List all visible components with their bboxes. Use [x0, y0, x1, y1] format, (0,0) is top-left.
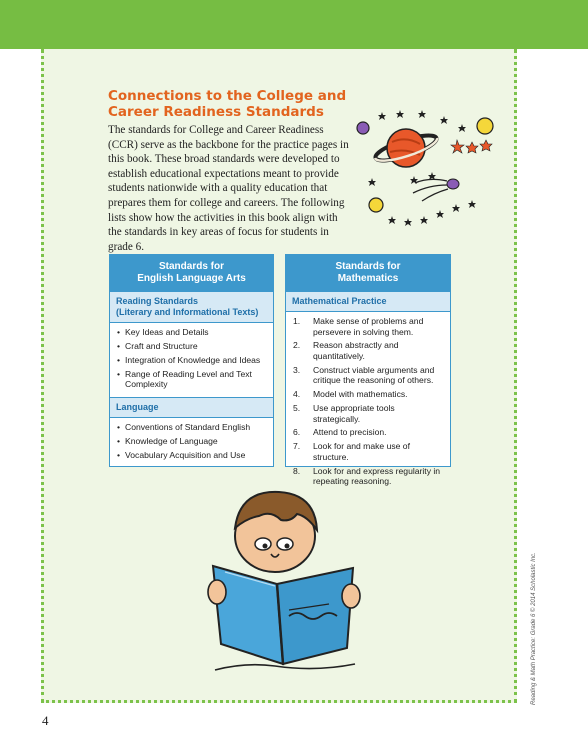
item-number: 3.	[293, 364, 301, 375]
mathematical-practice-list	[286, 312, 450, 494]
reading-standards-heading	[110, 291, 273, 323]
list-item	[293, 340, 444, 361]
page-title	[108, 88, 358, 120]
item-number: 2.	[293, 340, 301, 351]
list-item	[293, 403, 444, 424]
list-item	[293, 365, 444, 386]
planets-stars-illustration	[352, 106, 502, 236]
list-item: • Vocabulary Acquisition and Use	[117, 450, 267, 461]
list-item: • Conventions of Standard English	[117, 422, 267, 433]
page-number: 4	[42, 713, 49, 728]
intro-paragraph: The standards for College and Career Readiness (CCR) serve as the backbone for the practice pages in this book. These broad standards were developed to establish educational expectations meant to provide students nationwide with a quality education that prepares them for college and careers. The following lists show how the activities in this book align with the standards in key areas of focus for students in grade 6.	[108, 124, 349, 253]
math-header-line-1: Standards for	[335, 261, 401, 272]
item-text: Look for and make use of structure.	[313, 441, 410, 462]
open-book-icon	[213, 566, 353, 664]
mathematical-practice-heading	[286, 291, 450, 312]
item-text: Construct viable arguments and critique the reasoning of others.	[313, 364, 435, 386]
list-item: • Craft and Structure	[117, 341, 267, 352]
math-standards-box	[285, 254, 451, 487]
purple-moon-icon	[357, 122, 369, 134]
ringed-planet-icon	[373, 129, 439, 167]
reading-heading-line-1: Reading Standards	[116, 296, 199, 306]
list-item	[293, 427, 444, 438]
reading-standards-list	[110, 323, 273, 397]
list-item: • Key Ideas and Details	[117, 327, 267, 338]
list-item	[293, 389, 444, 400]
list-item: • Integration of Knowledge and Ideas	[117, 355, 267, 366]
ela-standards-box	[109, 254, 274, 467]
item-text: Reason abstractly and quantitatively.	[313, 340, 399, 361]
item-text: Model with mathematics.	[313, 389, 408, 400]
item-text: Look for and express regularity in repeating reasoning.	[313, 465, 441, 487]
boy-reading-book-illustration	[205, 488, 365, 678]
yellow-planet-icon	[477, 118, 493, 134]
ground-line	[215, 664, 355, 670]
item-number: 6.	[293, 427, 301, 438]
ela-header-line-1: Standards for	[158, 261, 224, 272]
math-header-line-2: Mathematics	[337, 273, 399, 284]
item-number: 7.	[293, 441, 301, 452]
practice-heading-text: Mathematical Practice	[292, 296, 387, 306]
list-item	[293, 316, 444, 337]
stars-icon	[368, 110, 492, 226]
list-item: • Range of Reading Level and Text Complexity	[117, 369, 267, 390]
copyright-credit: Reading & Math Practice: Grade 6 © 2014 Scholastic Inc.	[531, 552, 537, 705]
item-number: 5.	[293, 403, 301, 414]
list-item: • Knowledge of Language	[117, 436, 267, 447]
reading-heading-line-2: (Literary and Informational Texts)	[116, 307, 259, 317]
page-title-line-2: Career Readiness Standards	[108, 104, 324, 120]
math-box-header	[286, 255, 450, 291]
item-text: Use appropriate tools strategically.	[313, 403, 395, 424]
item-text: Attend to precision.	[313, 427, 387, 438]
list-item	[293, 441, 444, 462]
top-color-bar	[0, 0, 588, 49]
comet-icon	[413, 179, 459, 201]
ela-header-line-2: English Language Arts	[137, 273, 246, 284]
small-yellow-planet-icon	[369, 198, 383, 212]
language-heading-text: Language	[116, 402, 159, 413]
boy-head-icon	[235, 492, 317, 572]
item-text: Make sense of problems and persevere in solving them.	[313, 316, 424, 337]
ela-box-header	[110, 255, 273, 291]
language-heading	[110, 397, 273, 418]
language-standards-list	[110, 418, 273, 468]
list-item	[293, 466, 444, 487]
item-number: 4.	[293, 389, 301, 400]
item-number: 1.	[293, 316, 301, 326]
item-number: 8.	[293, 465, 301, 476]
page-title-line-1: Connections to the College and	[108, 88, 347, 104]
